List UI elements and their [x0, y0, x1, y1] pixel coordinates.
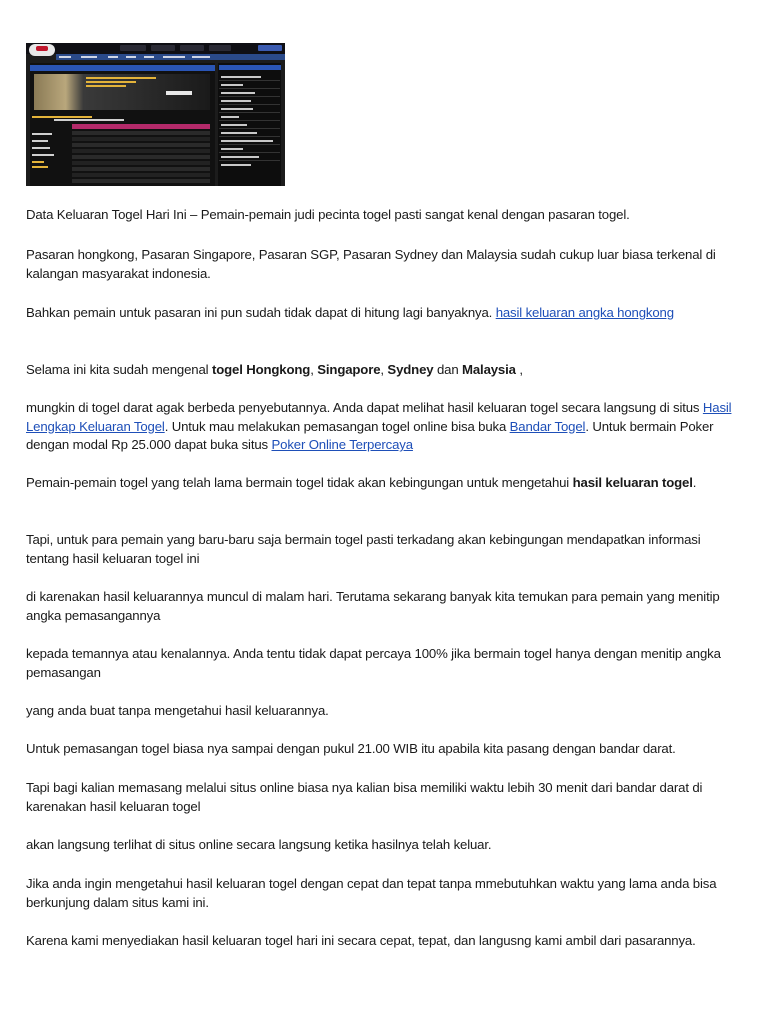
thumb-right-item: [221, 164, 251, 166]
paragraph-karena: Karena kami menyediakan hasil keluaran togel hari ini secara cepat, tepat, dan langusng kami ambil dari pasarannya.: [26, 933, 696, 948]
thumb-right-item: [221, 116, 239, 118]
thumb-contact-badge: [180, 45, 204, 51]
thumb-table-row: [72, 155, 210, 159]
thumb-contact-badge: [120, 45, 146, 51]
bold-malaysia: Malaysia: [462, 362, 516, 377]
thumb-results-header: [72, 124, 210, 129]
thumb-divider: [219, 136, 280, 137]
thumb-nav-item: [108, 56, 118, 58]
paragraph-text: Bahkan pemain untuk pasaran ini pun sudah tidak dapat di hitung lagi banyaknya.: [26, 305, 496, 320]
paragraph-online: Tapi bagi kalian memasang melalui situs online biasa nya kalian bisa memiliki waktu lebih 30 menit dari bandar darat di karenakan hasil keluaran togel: [26, 780, 703, 814]
thumb-line: [54, 119, 124, 121]
paragraph-text: dan: [433, 362, 463, 377]
thumb-side-item: [32, 166, 48, 168]
paragraph-kepada: kepada temannya atau kenalannya. Anda tentu tidak dapat percaya 100% jika bermain togel hanya dengan menitip angka pemasangan: [26, 646, 721, 680]
thumb-right-item: [221, 100, 251, 102]
thumb-nav-item: [144, 56, 154, 58]
thumb-panel-header: [30, 65, 215, 71]
thumb-table-row: [72, 161, 210, 165]
thumb-line: [32, 116, 92, 118]
paragraph-tapi: Tapi, untuk para pemain yang baru-baru saja bermain togel pasti terkadang akan kebingungan mendapatkan informasi tentang hasil keluaran togel ini: [26, 532, 701, 566]
paragraph-pemain-lama: [26, 474, 742, 493]
paragraph-text: .: [692, 475, 697, 490]
thumb-right-item: [221, 76, 261, 78]
thumb-table-row: [72, 137, 210, 141]
thumb-nav-item: [59, 56, 71, 58]
thumb-right-item: [221, 156, 259, 158]
thumb-contact-badge: [151, 45, 175, 51]
thumb-table-row: [72, 149, 210, 153]
bold-togel-hongkong: togel Hongkong: [211, 362, 311, 377]
thumb-divider: [219, 120, 280, 121]
thumb-right-header: [219, 65, 281, 70]
thumb-login-button: [258, 45, 282, 51]
thumb-logo-mark: [36, 46, 48, 51]
thumb-nav-item: [81, 56, 97, 58]
thumb-divider: [219, 128, 280, 129]
thumb-nav-item: [163, 56, 185, 58]
paragraph-dikarenakan: di karenakan hasil keluarannya muncul di malam hari. Terutama sekarang banyak kita temukan para pemain yang menitip angka pemasangannya: [26, 589, 720, 623]
thumb-nav-item: [126, 56, 136, 58]
thumb-right-item: [221, 148, 243, 150]
paragraph-bahkan: [26, 304, 742, 323]
bold-hasil-keluaran-togel: hasil keluaran togel: [572, 475, 693, 490]
paragraph-text: . Untuk bermain Poker dengan modal Rp 25.000 dapat buka situs: [26, 418, 714, 453]
paragraph-jika: Jika anda ingin mengetahui hasil keluaran togel dengan cepat dan tepat tanpa mmebutuhkan waktu yang lama anda bisa berkunjung dalam situs kami ini.: [26, 876, 717, 910]
bold-singapore: Singapore: [317, 362, 381, 377]
thumb-divider: [219, 144, 280, 145]
thumb-right-item: [221, 132, 257, 134]
paragraph-pasaran: Pasaran hongkong, Pasaran Singapore, Pasaran SGP, Pasaran Sydney dan Malaysia sudah cukup luar biasa terkenal di kalangan masyarakat indonesia.: [26, 247, 716, 281]
link-bandar-togel[interactable]: Bandar Togel: [509, 418, 586, 434]
thumb-side-item: [32, 161, 44, 163]
thumb-right-item: [221, 140, 273, 142]
thumb-contact-badge: [209, 45, 231, 51]
paragraph-text: Selama ini kita sudah mengenal: [26, 362, 212, 377]
paragraph-text: . Untuk mau melakukan pemasangan togel online bisa buka: [164, 418, 510, 434]
website-screenshot-image: [26, 43, 285, 186]
thumb-side-item: [32, 147, 50, 149]
thumb-banner-text: [86, 81, 136, 83]
thumb-divider: [219, 80, 280, 81]
thumb-divider: [219, 88, 280, 89]
thumb-banner-text: [86, 77, 156, 79]
paragraph-text: ,: [310, 362, 318, 377]
thumb-nav-item: [192, 56, 210, 58]
paragraph-text: ,: [380, 362, 388, 377]
link-poker-online-terpercaya[interactable]: Poker Online Terpercaya: [271, 437, 413, 453]
thumb-divider: [219, 152, 280, 153]
thumb-side-item: [32, 140, 48, 142]
paragraph-text: Pemain-pemain togel yang telah lama bermain togel tidak akan kebingungan untuk mengetahui: [26, 475, 573, 490]
thumb-table-row: [72, 167, 210, 171]
thumb-side-item: [32, 154, 54, 156]
thumb-right-item: [221, 124, 247, 126]
paragraph-text: ,: [515, 362, 523, 377]
bold-sydney: Sydney: [387, 362, 434, 377]
paragraph-text: mungkin di togel darat agak berbeda penyebutannya. Anda dapat melihat hasil keluaran togel secara langsung di situs: [26, 400, 703, 415]
thumb-banner-logo: [166, 91, 192, 95]
thumb-table-row: [72, 173, 210, 177]
thumb-table-row: [72, 131, 210, 135]
paragraph-intro: Data Keluaran Togel Hari Ini – Pemain-pemain judi pecinta togel pasti sangat kenal dengan pasaran togel.: [26, 207, 630, 222]
thumb-divider: [219, 104, 280, 105]
thumb-table-row: [72, 179, 210, 183]
thumb-table-row: [72, 143, 210, 147]
paragraph-yang-anda: yang anda buat tanpa mengetahui hasil keluarannya.: [26, 703, 329, 718]
paragraph-mungkin: [26, 399, 742, 455]
thumb-right-item: [221, 108, 253, 110]
thumb-side-item: [32, 133, 52, 135]
thumb-divider: [219, 160, 280, 161]
link-hasil-keluaran-angka-hongkong[interactable]: hasil keluaran angka hongkong: [495, 305, 674, 320]
thumb-right-item: [221, 92, 255, 94]
thumb-divider: [219, 112, 280, 113]
paragraph-pemasangan: Untuk pemasangan togel biasa nya sampai dengan pukul 21.00 WIB itu apabila kita pasang dengan bandar darat.: [26, 741, 676, 756]
link-hasil-lengkap-keluaran-togel[interactable]: Hasil Lengkap Keluaran Togel: [26, 400, 732, 434]
thumb-right-item: [221, 84, 243, 86]
thumb-divider: [219, 96, 280, 97]
thumb-banner-text: [86, 85, 126, 87]
paragraph-langsung: akan langsung terlihat di situs online secara langsung ketika hasilnya telah keluar.: [26, 837, 492, 852]
paragraph-selama: [26, 361, 742, 380]
